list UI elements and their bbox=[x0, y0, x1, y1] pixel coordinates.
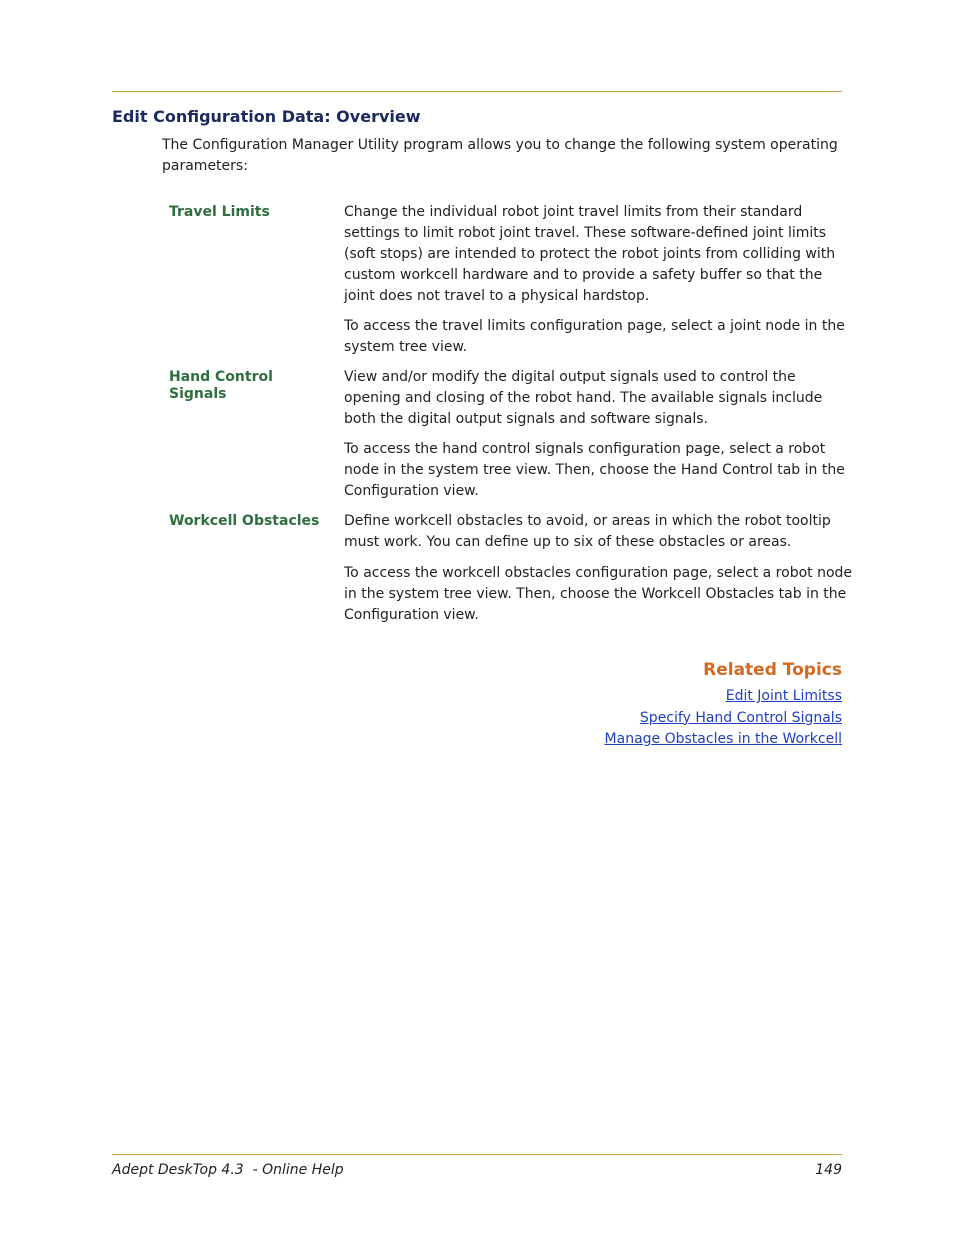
page-title: Edit Configuration Data: Overview bbox=[112, 107, 421, 126]
header-rule bbox=[112, 91, 842, 92]
term-workcell-obstacles: Workcell Obstacles bbox=[169, 513, 320, 529]
footer-rule bbox=[112, 1154, 842, 1155]
term-travel-limits: Travel Limits bbox=[169, 204, 270, 220]
related-topics-heading: Related Topics bbox=[703, 660, 842, 680]
link-specify-hand-control-signals[interactable]: Specify Hand Control Signals bbox=[639, 709, 842, 726]
link-manage-obstacles[interactable]: Manage Obstacles in the Workcell bbox=[604, 731, 842, 747]
travel-limits-access: To access the travel limits configuration page, select a joint node in the system tree view. bbox=[344, 318, 845, 355]
workcell-obstacles-description: Define workcell obstacles to avoid, or areas in which the robot tooltip must work. You can define up to six of these obstacles or areas. bbox=[344, 513, 831, 550]
footer-title: Adept DeskTop 4.3 - Online Help bbox=[112, 1162, 344, 1178]
term-hand-control-signals: Hand Control Signals bbox=[169, 369, 273, 402]
travel-limits-description: Change the individual robot joint travel limits from their standard settings to limit robot joint travel. These software-defined joint limits (soft stops) are intended to protect the robot joints from colliding with custom workcell hardware and to provide a safety buffer so that the joint does not travel to a physical hardstop. bbox=[344, 204, 836, 304]
hand-control-description: View and/or modify the digital output signals used to control the opening and closing of the robot hand. The available signals include both the digital output signals and software signals. bbox=[344, 369, 823, 427]
hand-control-access: To access the hand control signals configuration page, select a robot node in the system tree view. Then, choose the Hand Control tab in the Configuration view. bbox=[344, 441, 845, 499]
workcell-obstacles-access: To access the workcell obstacles configuration page, select a robot node in the system tree view. Then, choose the Workcell Obstacles tab in the Configuration view. bbox=[344, 565, 853, 623]
link-edit-joint-limits[interactable]: Edit Joint Limitss bbox=[725, 688, 842, 704]
intro-paragraph: The Configuration Manager Utility program allows you to change the following system operating parameters: bbox=[162, 137, 838, 174]
page-number: 149 bbox=[815, 1162, 842, 1178]
related-topics-list bbox=[605, 686, 842, 751]
